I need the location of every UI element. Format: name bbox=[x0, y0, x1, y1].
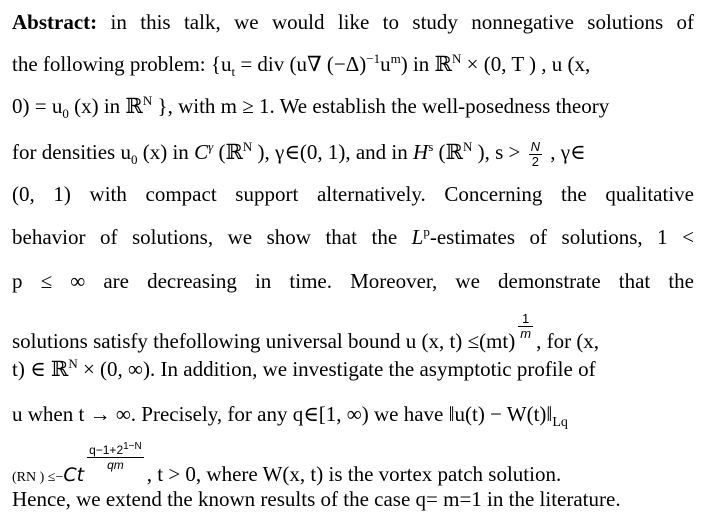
fraction-denominator: m bbox=[520, 326, 532, 341]
text-span: u bbox=[380, 52, 391, 76]
superscript: N bbox=[68, 356, 78, 371]
math-symbol: L bbox=[411, 225, 424, 249]
abstract-line-10 bbox=[12, 401, 694, 431]
abstract-line-4 bbox=[12, 139, 694, 169]
subscript: 0 bbox=[130, 152, 138, 168]
superscript: N bbox=[242, 139, 253, 154]
text-span: (0, 1) with compact support alternatively. Concerning the qualitative bbox=[12, 182, 694, 206]
superscript: p bbox=[423, 224, 430, 239]
superscript: s bbox=[428, 139, 434, 154]
abstract-line-5 bbox=[12, 181, 694, 207]
text-span: t) ∈ ℝ bbox=[12, 357, 69, 381]
fraction-numerator: N bbox=[530, 138, 540, 154]
text-span: , γ∈ bbox=[545, 140, 586, 164]
superscript: γ bbox=[208, 139, 214, 154]
text-span: solutions satisfy thefollowing universal bound u (x, t) ≤(mt) bbox=[12, 329, 516, 353]
text-span: 0) = u bbox=[12, 94, 63, 118]
text-span: (RN ) ≤− bbox=[12, 470, 64, 485]
abstract-line-1 bbox=[12, 9, 694, 35]
superscript: N bbox=[462, 139, 473, 154]
superscript: N bbox=[142, 93, 153, 108]
abstract-label: Abstract: bbox=[12, 10, 98, 34]
text-span: = div (u∇ (−Δ) bbox=[235, 52, 367, 76]
text-span: }, with m ≥ 1. We establish the well-posedness theory bbox=[152, 94, 610, 118]
fraction-n-over-2 bbox=[529, 140, 542, 169]
math-symbol: Ct bbox=[63, 464, 85, 486]
text-span: the following problem: {u bbox=[12, 52, 232, 76]
abstract-line-6 bbox=[12, 224, 694, 250]
text-span: (ℝ bbox=[433, 140, 463, 164]
text-span: -estimates of solutions, 1 < bbox=[429, 225, 695, 249]
text-span: (x) in bbox=[137, 140, 195, 164]
fraction-denominator: qm bbox=[107, 458, 124, 472]
abstract-line-12 bbox=[12, 486, 694, 512]
text-span: , for (x, bbox=[536, 329, 600, 353]
superscript: N bbox=[452, 51, 462, 66]
text-span: (ℝ bbox=[213, 140, 243, 164]
text-span: × (0, T ) , u (x, bbox=[461, 52, 591, 76]
text-span: behavior of solutions, we show that the bbox=[12, 225, 412, 249]
subscript: 0 bbox=[62, 106, 69, 122]
subscript: Lq bbox=[552, 415, 568, 431]
abstract-text-1: in this talk, we would like to study nonnegative solutions of bbox=[110, 10, 695, 34]
text-span: u when t → ∞. Precisely, for any q∈[1, ∞) we have ‖u(t) − W(t)‖ bbox=[12, 402, 553, 426]
text-span: p ≤ ∞ are decreasing in time. Moreover, we demonstrate that the bbox=[12, 269, 694, 293]
fraction-numerator bbox=[87, 443, 144, 458]
abstract-line-8 bbox=[12, 312, 694, 354]
text-span: , t > 0, where W(x, t) is the vortex patch solution. bbox=[146, 462, 562, 486]
text-span: for densities u bbox=[12, 140, 131, 164]
exponent-fraction bbox=[87, 443, 144, 472]
exponent-fraction bbox=[518, 312, 533, 341]
fraction-denominator: 2 bbox=[531, 153, 539, 169]
text-span: ) in ℝ bbox=[400, 52, 453, 76]
text-span: q−1+2 bbox=[89, 443, 124, 457]
subscript: t bbox=[231, 64, 236, 80]
math-symbol: C bbox=[194, 140, 209, 164]
text-span: Hence, we extend the known results of the case q= m=1 in the literature. bbox=[12, 487, 621, 511]
fraction-numerator: 1 bbox=[518, 312, 533, 327]
text-span: (x) in ℝ bbox=[68, 94, 143, 118]
abstract-line-2 bbox=[12, 51, 694, 80]
abstract-line-9 bbox=[12, 356, 694, 382]
text-span: ), γ∈(0, 1), and in bbox=[252, 140, 414, 164]
superscript: −1 bbox=[366, 51, 381, 66]
abstract-line-7 bbox=[12, 268, 694, 294]
abstract-line-3 bbox=[12, 93, 694, 122]
text-span: ), s > bbox=[472, 140, 526, 164]
text-span: × (0, ∞). In addition, we investigate the asymptotic profile of bbox=[77, 357, 596, 381]
abstract-line-11 bbox=[12, 443, 694, 491]
math-symbol: H bbox=[413, 140, 429, 164]
superscript: 1−N bbox=[123, 441, 142, 452]
superscript: m bbox=[390, 51, 401, 66]
